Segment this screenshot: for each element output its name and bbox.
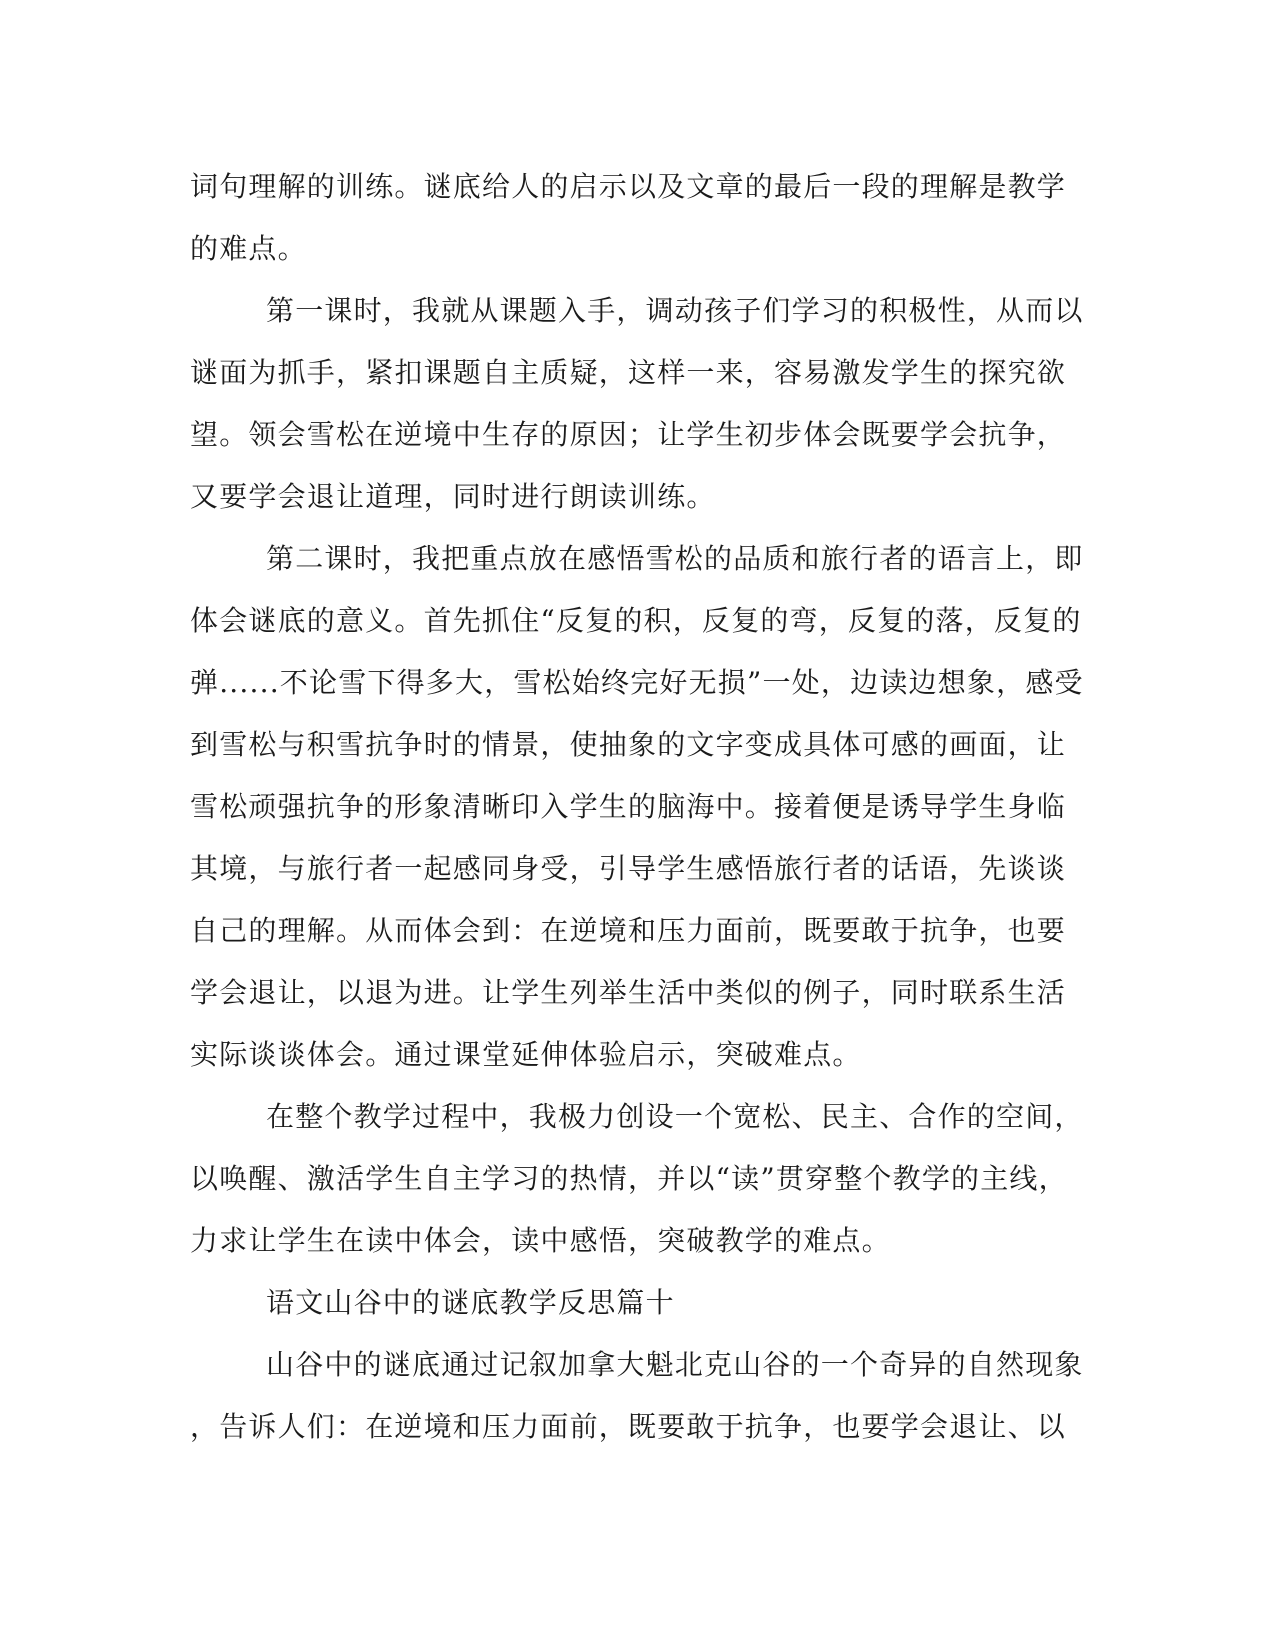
text-line: 以唤醒、激活学生自主学习的热情，并以“读”贯穿整个教学的主线， [190,1162,1068,1195]
paragraph-first-line: 第二课时，我把重点放在感悟雪松的品质和旅行者的语言上，即 [266,542,1084,575]
text-line: 自己的理解。从而体会到：在逆境和压力面前，既要敢于抗争，也要 [190,914,1067,947]
paragraph-first-line: 山谷中的谜底通过记叙加拿大魁北克山谷的一个奇异的自然现象 [266,1348,1084,1381]
text-line: 望。领会雪松在逆境中生存的原因；让学生初步体会既要学会抗争， [190,418,1067,451]
document-body [190,156,1090,1458]
text-line: 体会谜底的意义。首先抓住“反复的积，反复的弯，反复的落，反复的 [190,604,1082,637]
section-heading: 语文山谷中的谜底教学反思篇十 [266,1286,675,1319]
text-line: 词句理解的训练。谜底给人的启示以及文章的最后一段的理解是教学 [190,170,1067,203]
text-line: 学会退让，以退为进。让学生列举生活中类似的例子，同时联系生活 [190,976,1067,1009]
text-line: 的难点。 [190,232,307,265]
paragraph-first-line: 第一课时，我就从课题入手，调动孩子们学习的积极性，从而以 [266,294,1084,327]
text-line: 又要学会退让道理，同时进行朗读训练。 [190,480,716,513]
text-line: 弹......不论雪下得多大，雪松始终完好无损”一处，边读边想象，感受 [190,666,1084,699]
text-line: 实际谈谈体会。通过课堂延伸体验启示，突破难点。 [190,1038,862,1071]
paragraph-first-line: 在整个教学过程中，我极力创设一个宽松、民主、合作的空间， [266,1100,1084,1133]
text-line: 雪松顽强抗争的形象清晰印入学生的脑海中。接着便是诱导学生身临 [190,790,1067,823]
text-line: 谜面为抓手，紧扣课题自主质疑，这样一来，容易激发学生的探究欲 [190,356,1067,389]
text-line: ，告诉人们：在逆境和压力面前，既要敢于抗争，也要学会退让、以 [190,1410,1067,1443]
text-line: 到雪松与积雪抗争时的情景，使抽象的文字变成具体可感的画面，让 [190,728,1067,761]
text-line: 其境，与旅行者一起感同身受，引导学生感悟旅行者的话语，先谈谈 [190,852,1067,885]
text-line: 力求让学生在读中体会，读中感悟，突破教学的难点。 [190,1224,891,1257]
